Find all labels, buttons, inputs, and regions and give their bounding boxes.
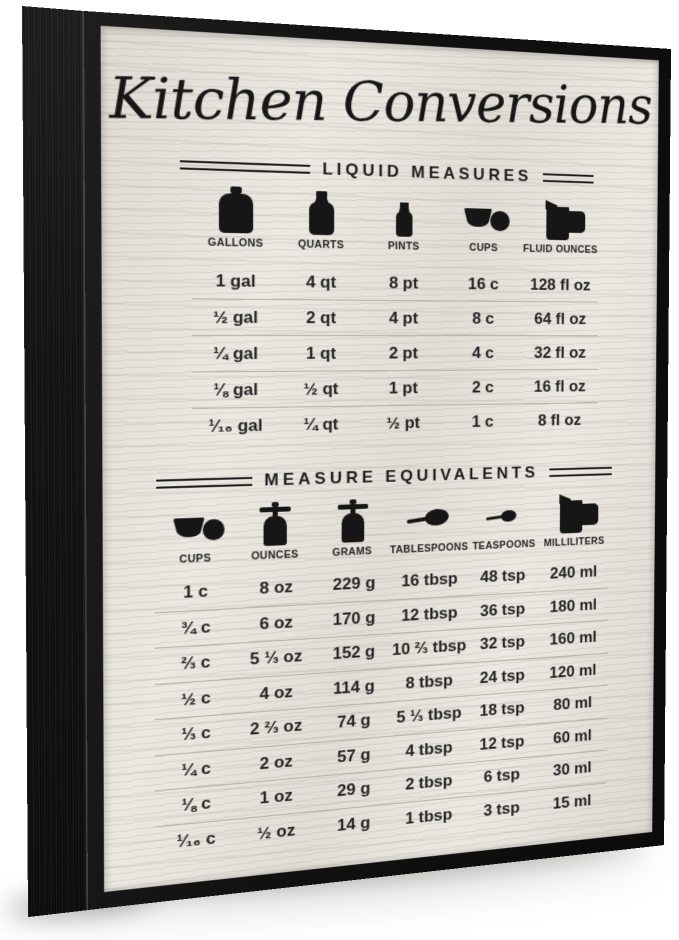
section-title: MEASURE EQUIVALENTS <box>264 463 539 490</box>
table-cell: 14 g <box>337 812 371 835</box>
icon-part <box>424 507 449 527</box>
table-cell: ½ c <box>181 687 211 709</box>
section-title: LIQUID MEASURES <box>322 159 532 186</box>
table-cell: ¹⁄₁₆ c <box>176 828 216 852</box>
measuring-pitcher-icon <box>553 488 596 536</box>
table-row <box>192 369 598 408</box>
table-cell: ½ qt <box>303 378 339 398</box>
table-cell: 4 pt <box>388 308 419 327</box>
table-cell: 30 ml <box>552 758 592 780</box>
table-cell: 15 ml <box>552 791 592 813</box>
table-cell: 74 g <box>337 710 371 732</box>
table-cell: 2 oz <box>259 751 293 773</box>
table-cell: ⅛ gal <box>213 379 259 400</box>
column-cups <box>154 499 235 567</box>
measure-equivalents-table <box>154 555 608 861</box>
table-cell: 1 c <box>471 411 494 431</box>
table-cell: ¼ qt <box>303 414 339 434</box>
table-cell: 80 ml <box>553 693 593 715</box>
column-label: QUARTS <box>297 238 345 252</box>
table-cell: 2 pt <box>388 343 418 362</box>
table-cell: 36 tsp <box>479 599 526 620</box>
icon-part <box>560 500 583 533</box>
table-row <box>192 402 597 444</box>
table-cell: 57 g <box>337 744 371 767</box>
icon-part <box>581 503 599 525</box>
table-cell: ⅓ c <box>181 723 211 745</box>
table-cell: 128 fl oz <box>529 275 591 294</box>
table-cell: 152 g <box>332 642 376 664</box>
table-cell: 32 fl oz <box>533 343 586 362</box>
table-cell: 4 tbsp <box>405 737 453 761</box>
table-cell: 3 tsp <box>483 798 520 820</box>
column-milliliters <box>539 487 609 549</box>
pint-bottle-icon <box>380 189 427 239</box>
column-ounces <box>235 497 314 563</box>
table-cell: 4 oz <box>259 682 293 704</box>
table-row <box>192 335 598 372</box>
print-content <box>101 26 659 892</box>
liquid-measures-table <box>192 263 599 445</box>
icon-part <box>202 519 224 541</box>
icon-part <box>309 202 334 235</box>
table-cell: 4 c <box>471 343 495 362</box>
column-tablespoons <box>390 492 469 556</box>
table-cell: 60 ml <box>553 726 592 747</box>
icon-part <box>406 517 426 524</box>
column-label: CUPS <box>179 552 212 566</box>
column-teaspoons <box>468 489 540 552</box>
heading-rule-left <box>180 160 310 174</box>
table-cell: 1 pt <box>388 378 418 397</box>
table-cell: 180 ml <box>549 595 598 616</box>
page-title: Kitchen Conversions <box>107 64 653 136</box>
teacup-icon <box>461 192 506 241</box>
table-cell: 5 ⅓ oz <box>249 646 303 669</box>
icon-part <box>396 211 413 237</box>
table-cell: ⅛ c <box>181 793 211 816</box>
icon-part <box>341 513 364 543</box>
gallon-jug-icon <box>211 184 261 236</box>
table-cell: 1 c <box>183 581 209 603</box>
column-label: FLUID OUNCES <box>523 243 598 256</box>
table-cell: 8 fl oz <box>537 410 582 429</box>
liquid-column-headers <box>192 183 599 256</box>
picture-frame <box>84 11 671 910</box>
kitchen-scale-icon <box>329 495 376 545</box>
column-label: OUNCES <box>251 548 299 563</box>
table-cell: 2 qt <box>305 307 337 327</box>
table-cell: 10 ⅔ tbsp <box>391 636 467 660</box>
table-cell: 170 g <box>332 607 376 629</box>
table-cell: 1 gal <box>215 270 256 291</box>
table-cell: 120 ml <box>549 660 597 682</box>
table-cell: 4 qt <box>305 271 337 292</box>
table-cell: 229 g <box>332 573 376 595</box>
table-cell: 6 tsp <box>483 765 520 787</box>
table-cell: ¼ gal <box>213 343 259 363</box>
table-cell: 160 ml <box>549 628 597 649</box>
measuring-pitcher-icon <box>539 194 583 242</box>
table-cell: 48 tsp <box>480 566 526 587</box>
icon-part <box>464 208 492 227</box>
table-cell: 64 fl oz <box>534 309 587 328</box>
table-cell: 16 c <box>467 274 499 293</box>
column-gallons <box>192 183 279 250</box>
table-cell: ½ pt <box>386 412 421 432</box>
table-cell: 8 pt <box>388 273 419 292</box>
quart-bottle-icon <box>297 186 345 237</box>
table-cell: 24 tsp <box>479 665 525 687</box>
table-cell: 12 tsp <box>479 731 525 754</box>
column-label: PINTS <box>387 240 420 253</box>
icon-part <box>486 515 502 520</box>
icon-part <box>264 515 287 546</box>
column-label: TEASPOONS <box>472 538 536 553</box>
equivalents-column-headers <box>154 487 609 567</box>
table-cell: 29 g <box>337 778 371 801</box>
tablespoon-icon <box>406 492 452 542</box>
table-cell: ½ gal <box>213 307 259 327</box>
icon-part <box>546 207 569 241</box>
column-fluid-ounces <box>522 194 598 256</box>
table-cell: 16 tbsp <box>401 569 458 591</box>
column-grams <box>314 494 390 559</box>
icon-part <box>173 517 205 537</box>
table-cell: 16 fl oz <box>533 376 586 396</box>
icon-part <box>500 509 517 523</box>
table-cell: 1 tbsp <box>405 804 453 828</box>
table-cell: 8 c <box>472 308 495 328</box>
table-cell: 114 g <box>333 676 375 698</box>
column-quarts <box>279 186 363 252</box>
column-label: CUPS <box>469 241 498 255</box>
table-row <box>192 263 599 302</box>
table-cell: 8 oz <box>259 577 293 599</box>
column-cups <box>444 191 523 254</box>
table-cell: 32 tsp <box>479 632 525 654</box>
table-cell: 12 tbsp <box>401 603 458 625</box>
table-cell: 240 ml <box>549 562 598 583</box>
heading-rule-left <box>156 476 252 488</box>
table-cell: 2 tbsp <box>405 771 453 794</box>
table-cell: 1 qt <box>305 343 337 363</box>
canvas-print <box>101 26 659 892</box>
teacup-icon <box>170 500 220 552</box>
table-cell: ½ oz <box>257 820 296 843</box>
column-label: GRAMS <box>332 545 373 559</box>
table-cell: 2 ⅔ oz <box>249 716 303 739</box>
frame-left-side-face <box>22 6 88 917</box>
table-cell: 5 ⅓ tbsp <box>396 703 462 727</box>
table-row <box>192 298 598 335</box>
table-cell: 8 tbsp <box>405 670 453 693</box>
table-cell: 18 tsp <box>479 698 525 721</box>
kitchen-scale-icon <box>251 497 300 548</box>
column-label: GALLONS <box>207 236 264 250</box>
table-cell: 2 c <box>471 377 494 396</box>
teaspoon-icon <box>482 490 526 539</box>
table-cell: ¼ c <box>181 758 211 780</box>
table-cell: ⅔ c <box>180 652 211 674</box>
icon-part <box>219 193 253 233</box>
column-label: TABLESPOONS <box>389 541 469 557</box>
table-cell: 6 oz <box>259 612 293 634</box>
table-cell: ¾ c <box>180 617 211 638</box>
icon-part <box>490 211 510 232</box>
heading-rule-right <box>543 173 594 183</box>
table-cell: 1 oz <box>259 786 293 808</box>
column-label: MILLILITERS <box>543 535 605 550</box>
heading-rule-right <box>550 466 612 476</box>
table-cell: ¹⁄₁₆ gal <box>208 415 263 436</box>
title-block <box>101 34 659 162</box>
column-pints <box>363 189 444 254</box>
icon-part <box>567 211 585 233</box>
